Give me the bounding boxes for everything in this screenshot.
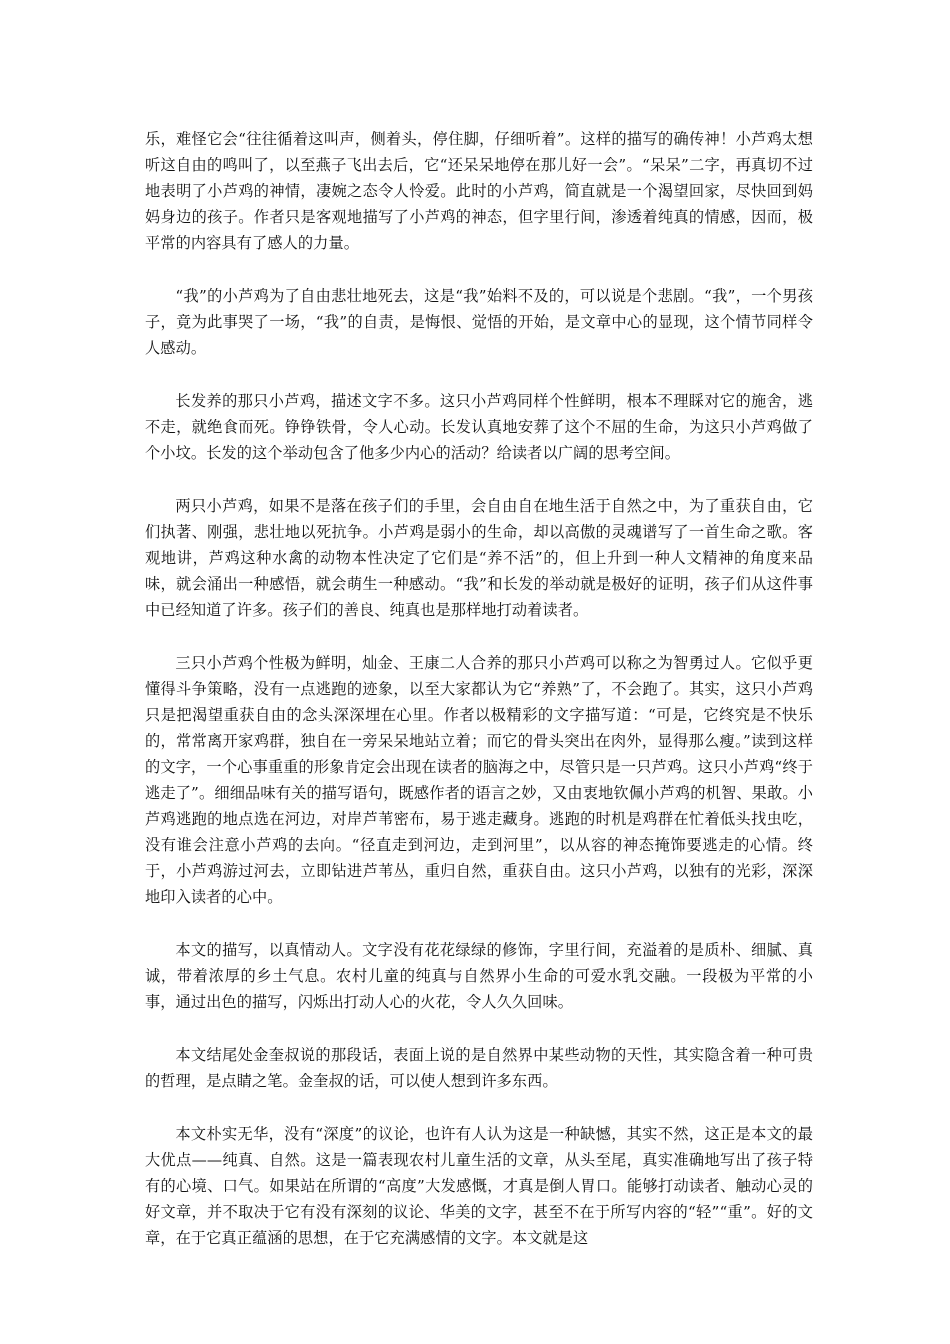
document-page (145, 126, 813, 1278)
paragraph-1-continued: 乐，难怪它会“往往循着这叫声，侧着头，停住脚，仔细听着”。这样的描写的确传神！小芦鸡太想听这自由的鸣叫了，以至燕子飞出去后，它“还呆呆地停在那儿好一会”。“呆呆”二字，再真切不过地表明了小芦鸡的神情，凄婉之态令人怜爱。此时的小芦鸡，简直就是一个渴望回家，尽快回到妈妈身边的孩子。作者只是客观地描写了小芦鸡的神态，但字里行间，渗透着纯真的情感，因而，极平常的内容具有了感人的力量。 (145, 130, 813, 252)
paragraph-6: 本文的描写，以真情动人。文字没有花花绿绿的修饰，字里行间，充溢着的是质朴、细腻、真诚，带着浓厚的乡土气息。农村儿童的纯真与自然界小生命的可爱水乳交融。一段极为平常的小事，通过出色的描写，闪烁出打动人心的火花，令人久久回味。 (145, 941, 813, 1011)
paragraph-2: “我”的小芦鸡为了自由悲壮地死去，这是“我”始料不及的，可以说是个悲剧。“我”，一个男孩子，竟为此事哭了一场，“我”的自责，是悔恨、觉悟的开始，是文章中心的显现，这个情节同样令人感动。 (145, 287, 813, 357)
paragraph-5: 三只小芦鸡个性极为鲜明，灿金、王康二人合养的那只小芦鸡可以称之为智勇过人。它似乎更懂得斗争策略，没有一点逃跑的迹象，以至大家都认为它“养熟”了，不会跑了。其实，这只小芦鸡只是把渴望重获自由的念头深深埋在心里。作者以极精彩的文字描写道：“可是，它终究是不快乐的，常常离开家鸡群，独自在一旁呆呆地站立着；而它的骨头突出在肉外，显得那么瘦。”读到这样的文字，一个心事重重的形象肯定会出现在读者的脑海之中，尽管只是一只芦鸡。这只小芦鸡“终于逃走了”。细细品味有关的描写语句，既感作者的语言之妙，又由衷地钦佩小芦鸡的机智、果敢。小芦鸡逃跑的地点选在河边，对岸芦苇密布，易于逃走藏身。逃跑的时机是鸡群在忙着低头找虫吃，没有谁会注意小芦鸡的去向。“径直走到河边，走到河里”，以从容的神态掩饰要逃走的心情。终于，小芦鸡游过河去，立即钻进芦苇丛，重归自然，重获自由。这只小芦鸡，以独有的光彩，深深地印入读者的心中。 (145, 654, 813, 906)
paragraph-3: 长发养的那只小芦鸡，描述文字不多。这只小芦鸡同样个性鲜明，根本不理睬对它的施舍，逃不走，就绝食而死。铮铮铁骨，令人心动。长发认真地安葬了这个不屈的生命，为这只小芦鸡做了个小坟。长发的这个举动包含了他多少内心的活动？给读者以广阔的思考空间。 (145, 392, 813, 462)
paragraph-7: 本文结尾处金奎叔说的那段话，表面上说的是自然界中某些动物的天性，其实隐含着一种可贵的哲理，是点睛之笔。金奎叔的话，可以使人想到许多东西。 (145, 1046, 813, 1090)
paragraph-4: 两只小芦鸡，如果不是落在孩子们的手里，会自由自在地生活于自然之中，为了重获自由，它们执著、刚强，悲壮地以死抗争。小芦鸡是弱小的生命，却以高傲的灵魂谱写了一首生命之歌。客观地讲，芦鸡这种水禽的动物本性决定了它们是“养不活”的，但上升到一种人文精神的角度来品味，就会涌出一种感悟，就会萌生一种感动。“我”和长发的举动就是极好的证明，孩子们从这件事中已经知道了许多。孩子们的善良、纯真也是那样地打动着读者。 (145, 497, 813, 619)
paragraph-8: 本文朴实无华，没有“深度”的议论，也许有人认为这是一种缺憾，其实不然，这正是本文的最大优点——纯真、自然。这是一篇表现农村儿童生活的文章，从头至尾，真实准确地写出了孩子特有的心境、口气。如果站在所谓的“高度”大发感慨，才真是倒人胃口。能够打动读者、触动心灵的好文章，并不取决于它有没有深刻的议论、华美的文字，甚至不在于所写内容的“轻”“重”。好的文章，在于它真正蕴涵的思想，在于它充满感情的文字。本文就是这 (145, 1125, 813, 1247)
